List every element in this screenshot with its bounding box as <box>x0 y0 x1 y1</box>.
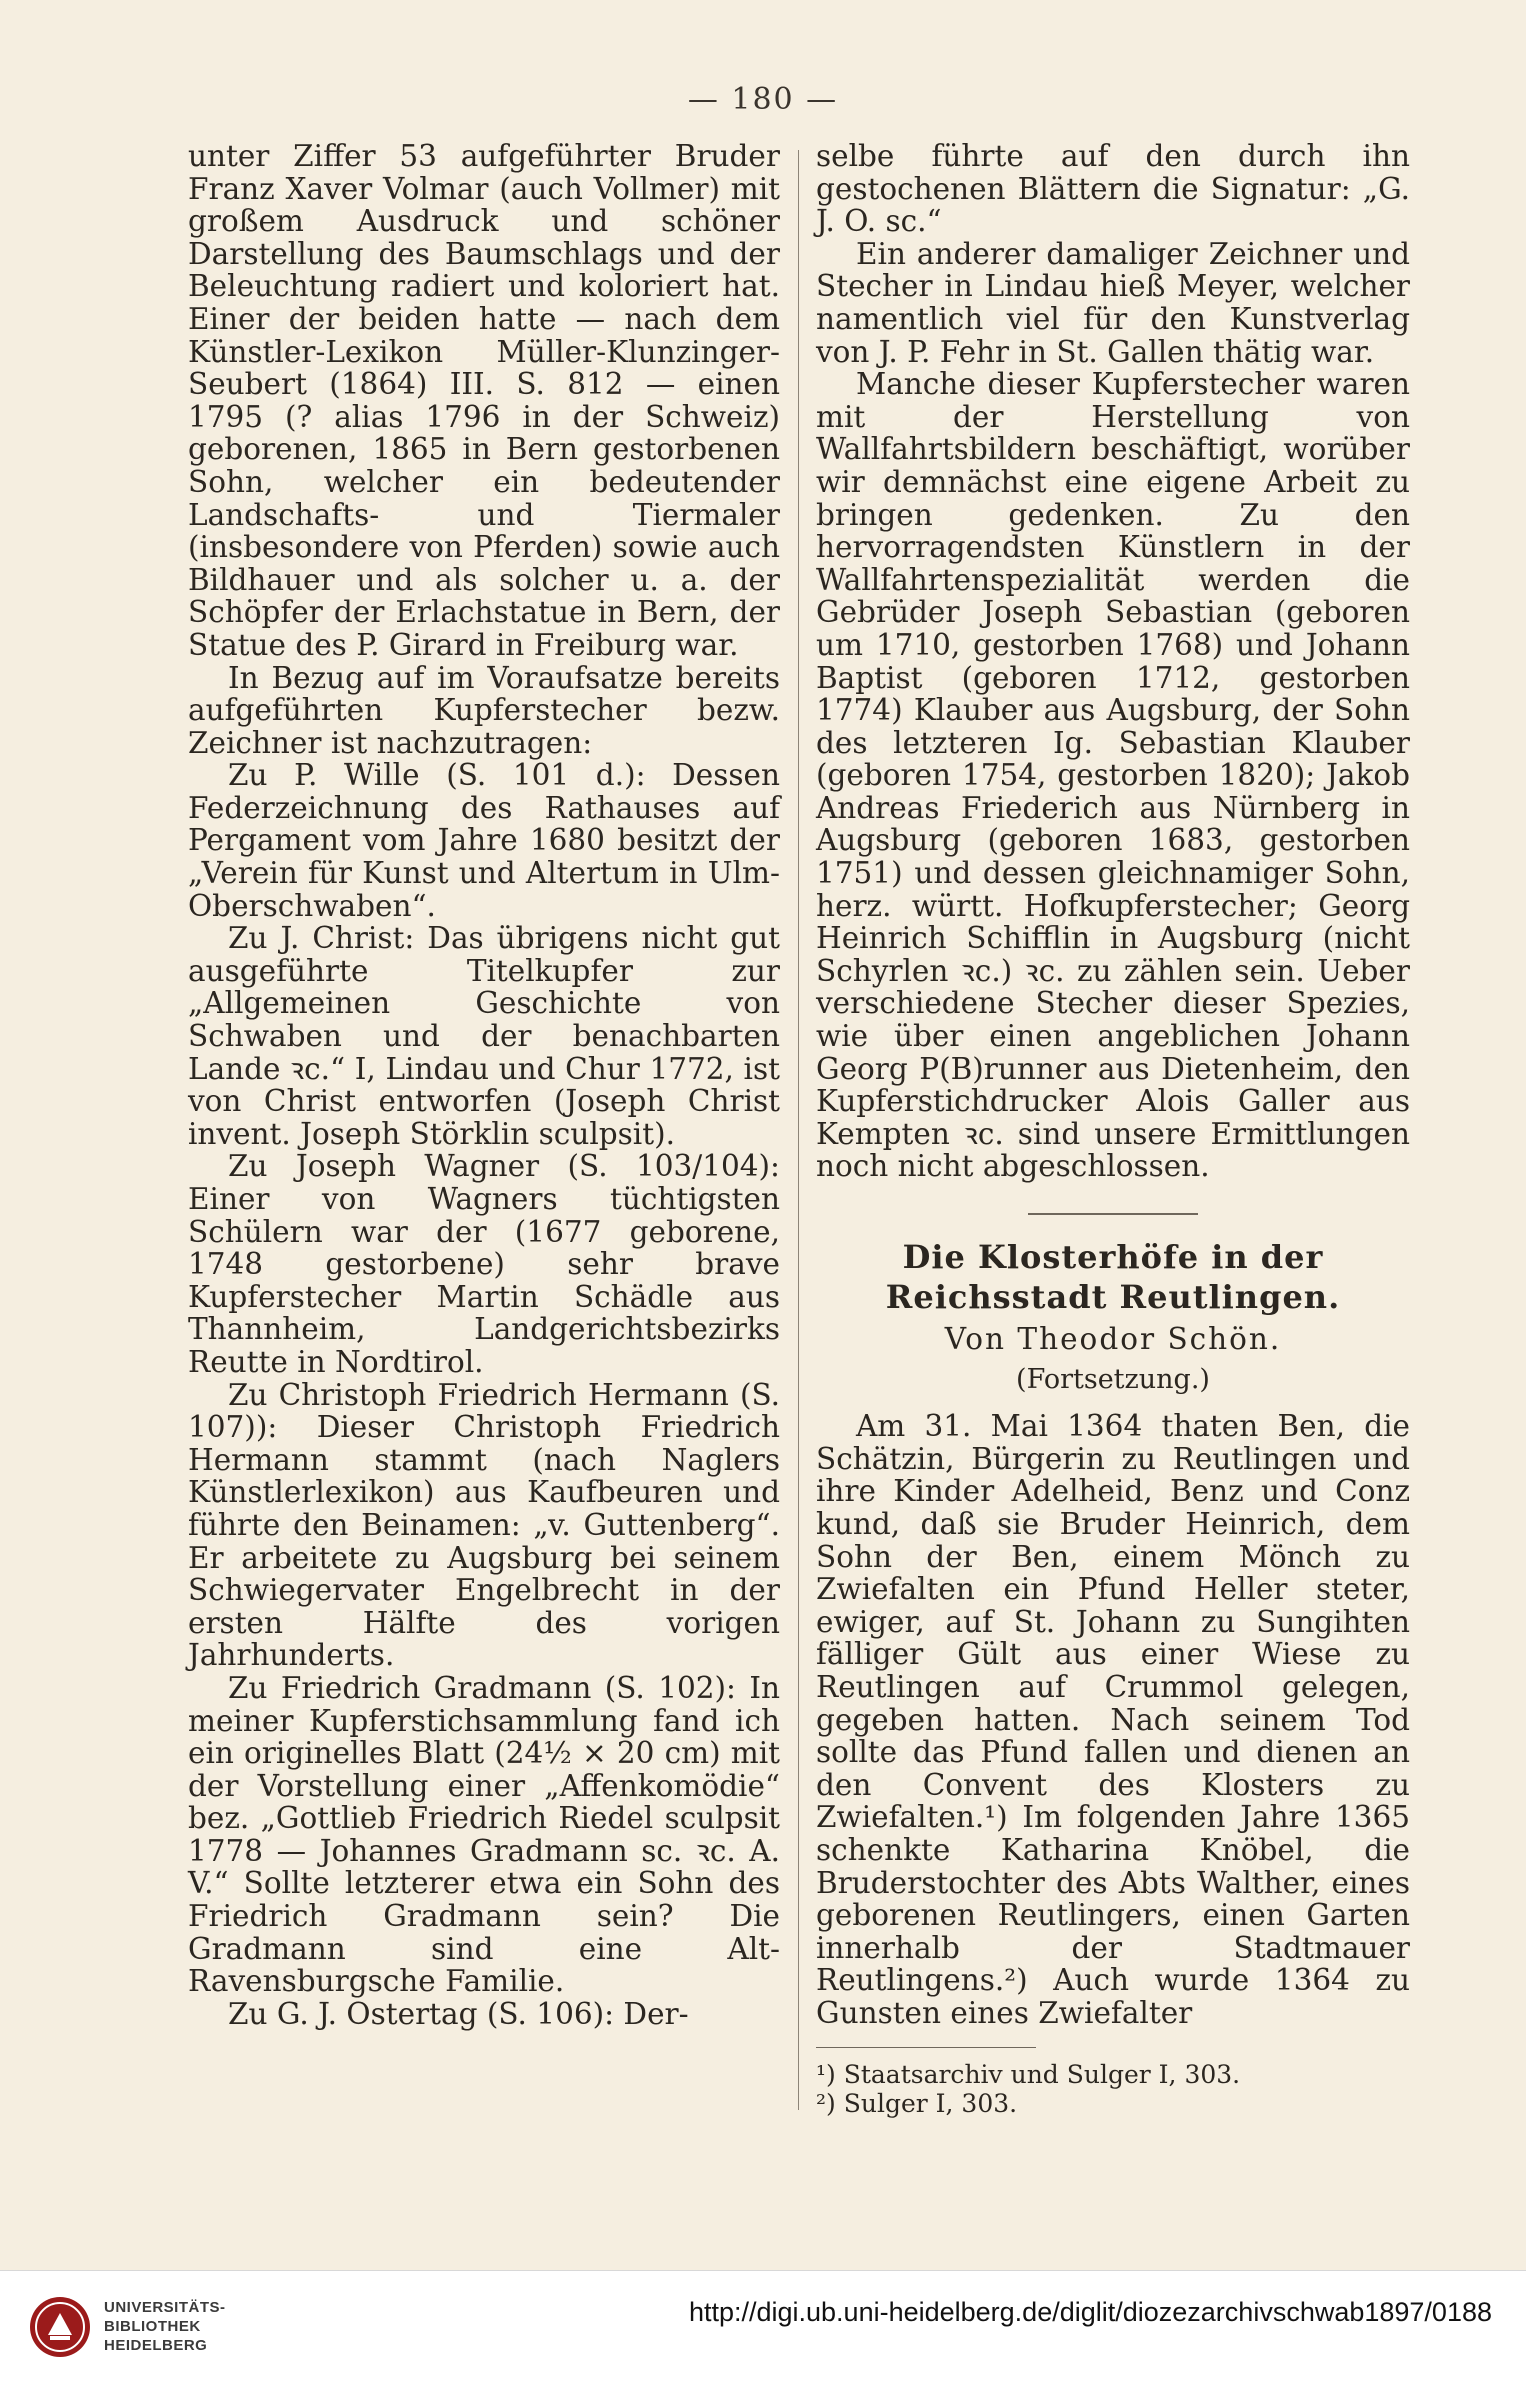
article-body: Am 31. Mai 1364 thaten Ben, die Schätzin, Bürgerin zu Reutlingen und ihre Kinder Adelheid, Benz und Conz kund, daß sie Bruder Heinrich, dem Sohn der Ben, einem Mönch zu Zwiefalten ein Pfund Heller steter, ewiger, auf St. Johann zu Sungihten fälliger Gült aus einer Wiese zu Reutlingen auf Crummol gelegen, gegeben hatten. Nach seinem Tod sollte das Pfund fallen und dienen an den Convent des Klosters zu Zwiefalten.¹) Im folgenden Jahre 1365 schenkte Katharina Knöbel, die Bruderstochter des Abts Walther, eines geborenen Reutlingers, einen Garten innerhalb der Stadtmauer Reutlingens.²) Auch wurde 1364 zu Gunsten eines Zwiefalter <box>816 1409 1410 2030</box>
footnote-rule <box>816 2047 1036 2048</box>
continuation-note: (Fortsetzung.) <box>1016 1363 1210 1395</box>
right-column <box>816 140 1410 2118</box>
permalink-url[interactable]: http://digi.ub.uni-heidelberg.de/diglit/diozezarchivschwab1897/0188 <box>688 2297 1492 2327</box>
paragraph: Zu J. Christ: Das übrigens nicht gut ausgeführte Titelkupfer zur „Allgemeinen Geschichte von Schwaben und der benachbarten Lande ꝛc.“ I, Lindau und Chur 1772, ist von Christ entworfen (Joseph Christ invent. Joseph Störklin sculpsit). <box>188 921 780 1151</box>
footnote: ¹) Staatsarchiv und Sulger I, 303. <box>816 2060 1241 2090</box>
library-name[interactable] <box>104 2298 226 2355</box>
page-number: — 180 — <box>687 82 839 117</box>
paragraph: Manche dieser Kupferstecher waren mit der Herstellung von Wallfahrtsbildern beschäftigt, worüber wir demnächst eine eigene Arbeit zu bringen gedenken. Zu den hervorragendsten Künstlern in der Wallfahrtenspezialität werden die Gebrüder Joseph Sebastian (geboren um 1710, gestorben 1768) und Johann Baptist (geboren 1712, gestorben 1774) Klauber aus Augsburg, der Sohn des letzteren Ig. Sebastian Klauber (geboren 1754, gestorben 1820); Jakob Andreas Friederich aus Nürnberg in Augsburg (geboren 1683, gestorben 1751) und dessen gleichnamiger Sohn, herz. württ. Hofkupferstecher; Georg Heinrich Schifflin in Augsburg (nicht Schyrlen ꝛc.) ꝛc. zu zählen sein. Ueber verschiedene Stecher dieser Spezies, wie über einen angeblichen Johann Georg P(B)runner aus Dietenheim, den Kupferstichdrucker Alois Galler aus Kempten ꝛc. sind unsere Ermittlungen noch nicht abgeschlossen. <box>816 367 1410 1184</box>
section-divider <box>1028 1213 1198 1215</box>
paragraph: Zu G. J. Ostertag (S. 106): Der- <box>228 1996 689 2031</box>
university-seal-icon[interactable] <box>28 2295 92 2359</box>
library-name-line: BIBLIOTHEK <box>104 2318 201 2335</box>
left-column <box>188 140 780 2030</box>
paragraph: Zu P. Wille (S. 101 d.): Dessen Federzeichnung des Rathauses auf Pergament vom Jahre 1680 besitzt der „Verein für Kunst und Altertum in Ulm-Oberschwaben“. <box>188 758 780 923</box>
paragraph: Ein anderer damaliger Zeichner und Stecher in Lindau hieß Meyer, welcher namentlich viel für den Kunstverlag von J. P. Fehr in St. Gallen thätig war. <box>816 236 1410 369</box>
article-title: Die Klosterhöfe in der Reichsstadt Reutlingen. <box>885 1238 1341 1316</box>
paragraph: Zu Friedrich Gradmann (S. 102): In meiner Kupferstichsammlung fand ich ein originelles Blatt (24½ × 20 cm) mit der Vorstellung einer „Affenkomödie“ bez. „Gottlieb Friedrich Riedel sculpsit 1778 — Johannes Gradmann sc. ꝛc. A. V.“ Sollte letzterer etwa ein Sohn des Friedrich Gradmann sein? Die Gradmann sind eine Alt-Ravensburgsche Familie. <box>188 1670 780 1999</box>
viewer-footer <box>0 2270 1526 2385</box>
paragraph: In Bezug auf im Voraufsatze bereits aufgeführten Kupferstecher bezw. Zeichner ist nachzutragen: <box>188 660 780 760</box>
library-name-line: UNIVERSITÄTS- <box>104 2299 226 2316</box>
paragraph: selbe führte auf den durch ihn gestochenen Blättern die Signatur: „G. J. O. sc.“ <box>816 139 1410 239</box>
paragraph: Zu Joseph Wagner (S. 103/104): Einer von Wagners tüchtigsten Schülern war der (1677 geborene, 1748 gestorbene) sehr brave Kupferstecher Martin Schädle aus Thannheim, Landgerichtsbezirks Reutte in Nordtirol. <box>188 1149 780 1379</box>
library-name-line: HEIDELBERG <box>104 2337 208 2354</box>
footnote: ²) Sulger I, 303. <box>816 2089 1018 2119</box>
paragraph: unter Ziffer 53 aufgeführter Bruder Franz Xaver Volmar (auch Vollmer) mit großem Ausdruck und schöner Darstellung des Baumschlags und der Beleuchtung radiert und koloriert hat. Einer der beiden hatte — nach dem Künstler-Lexikon Müller-Klunzinger-Seubert (1864) III. S. 812 — einen 1795 (? alias 1796 in der Schweiz) geborenen, 1865 in Bern gestorbenen Sohn, welcher ein bedeutender Landschafts- und Tiermaler (insbesondere von Pferden) sowie auch Bildhauer und als solcher u. a. der Schöpfer der Erlachstatue in Bern, der Statue des P. Girard in Freiburg war. <box>188 139 780 662</box>
paragraph: Zu Christoph Friedrich Hermann (S. 107)): Dieser Christoph Friedrich Hermann stammt (nach Naglers Künstlerlexikon) aus Kaufbeuren und führte den Beinamen: „v. Guttenberg“. Er arbeitete zu Augsburg bei seinem Schwiegervater Engelbrecht in der ersten Hälfte des vorigen Jahrhunderts. <box>188 1377 780 1673</box>
column-divider <box>798 150 799 2110</box>
article-byline: Von Theodor Schön. <box>944 1322 1282 1356</box>
